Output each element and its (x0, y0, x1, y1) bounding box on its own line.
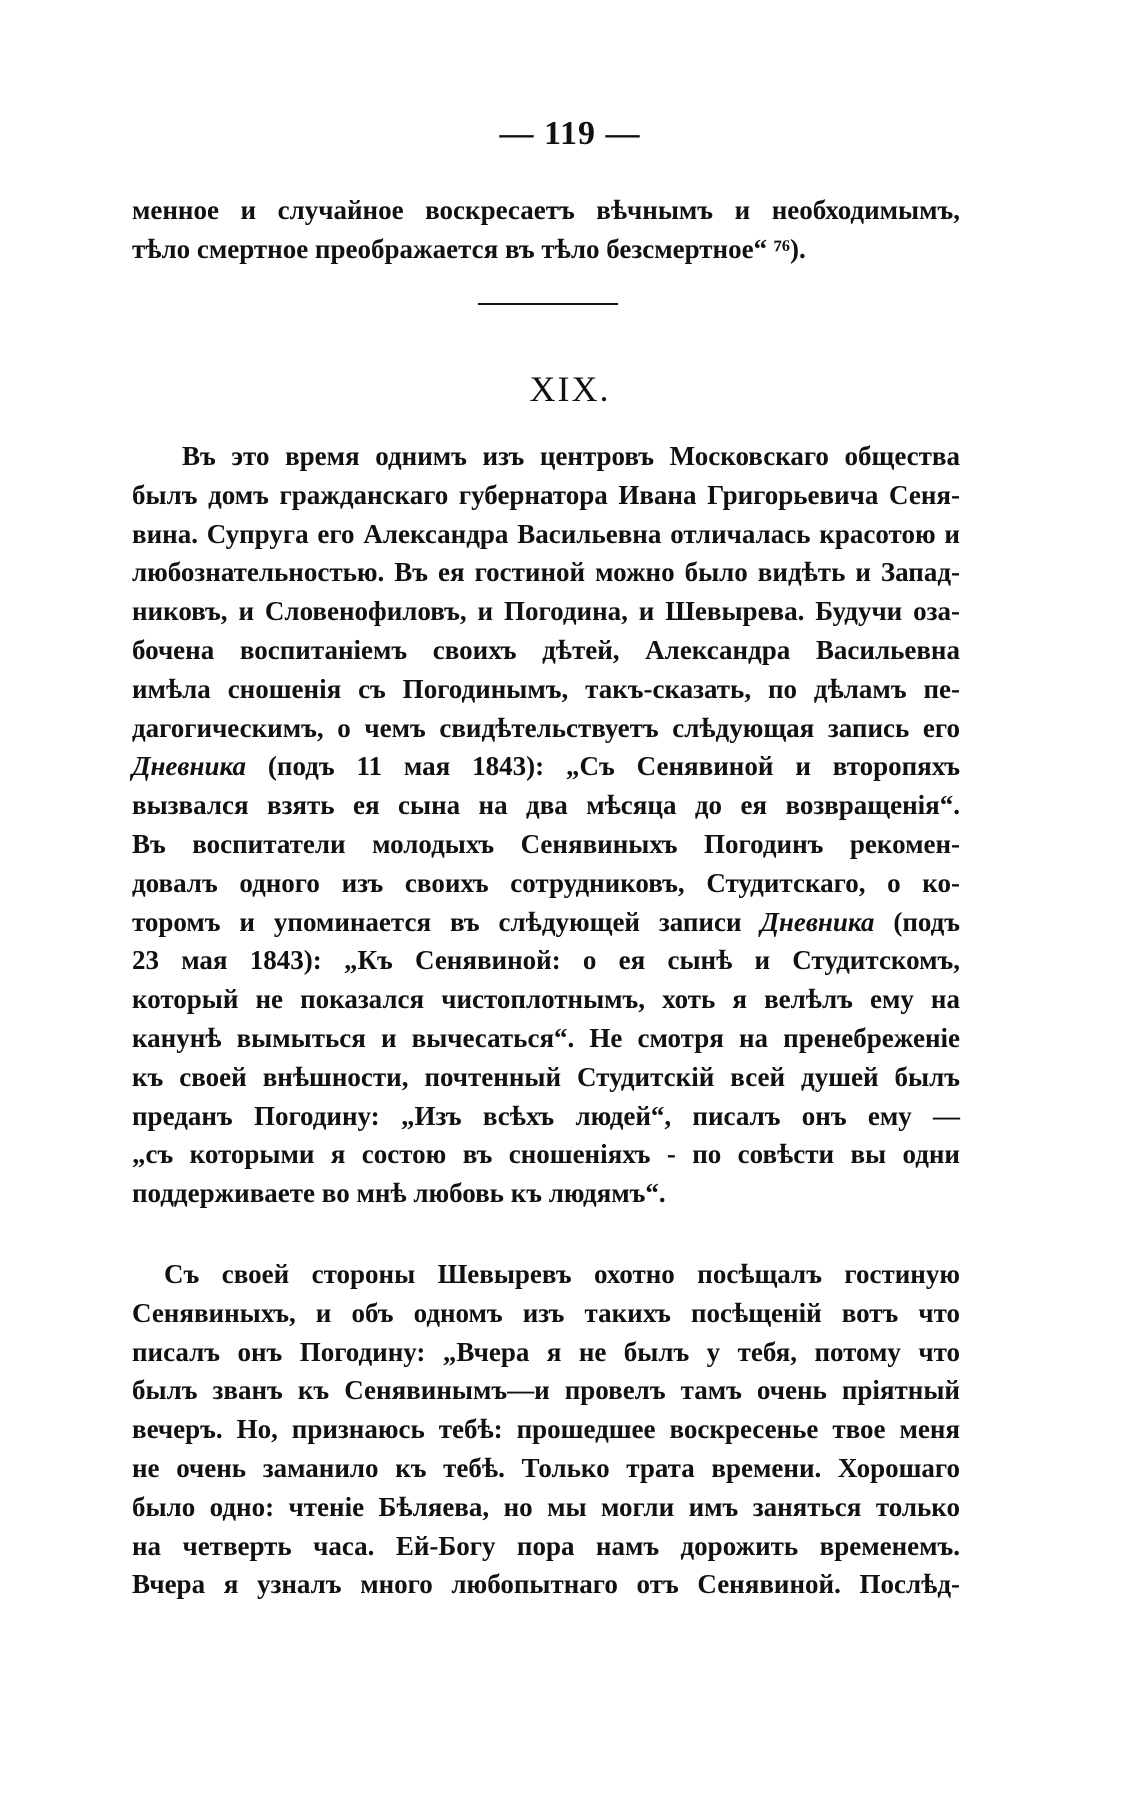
text-line: имѣла сношенія съ Погодинымъ, такъ-сказать, по дѣламъ пе- (132, 673, 960, 704)
text-line: на четверть часа. Ей-Богу пора намъ дорожить временемъ. (132, 1530, 960, 1561)
intro-paragraph (132, 191, 960, 269)
text-line: довалъ одного изъ своихъ сотрудниковъ, Студитскаго, о ко- (132, 867, 960, 898)
text-line: никовъ, и Словенофиловъ, и Погодина, и Шевырева. Будучи оза- (132, 596, 960, 627)
text-line: былъ домъ гражданскаго губернатора Ивана Григорьевича Сеня- (132, 479, 960, 510)
text-line: къ своей внѣшности, почтенный Студитскій всей душей былъ (132, 1061, 960, 1092)
text-line: Въ воспитатели молодыхъ Сенявиныхъ Погодинъ рекомен- (132, 828, 960, 859)
text-line: Съ своей стороны Шевыревъ охотно посѣщалъ гостиную (164, 1259, 960, 1289)
text-line: былъ званъ къ Сенявинымъ—и провелъ тамъ очень пріятный (132, 1375, 960, 1406)
text-line: было одно: чтеніе Бѣляева, но мы могли имъ заняться только (132, 1491, 960, 1522)
paragraph-1 (132, 437, 960, 1213)
text-line: „съ которыми я состою въ сношеніяхъ - по совѣсти вы одни (132, 1139, 960, 1170)
text-line: вечеръ. Но, признаюсь тебѣ: прошедшее воскресенье твое меня (132, 1414, 960, 1445)
chapter-heading: XIX. (529, 369, 611, 409)
text-line: бочена воспитаніемъ своихъ дѣтей, Александра Васильевна (132, 634, 960, 665)
text-line: который не показался чистоплотнымъ, хоть я велѣлъ ему на (132, 984, 960, 1015)
text-line: канунѣ вымыться и вычесаться“. Не смотря на пренебреженіе (132, 1022, 960, 1053)
paragraph-2 (132, 1255, 960, 1604)
page-number: — 119 — (499, 115, 641, 152)
text-line: Вчера я узналъ много любопытнаго отъ Сенявиной. Послѣд- (132, 1569, 960, 1600)
text-line: дагогическимъ, о чемъ свидѣтельствуетъ слѣдующая запись его (132, 712, 960, 743)
text-line: Сенявиныхъ, и объ одномъ изъ такихъ посѣщеній вотъ что (132, 1297, 960, 1328)
text-line: поддерживаете во мнѣ любовь къ людямъ“. (132, 1178, 666, 1209)
text-line: Въ это время однимъ изъ центровъ Московскаго общества (182, 441, 960, 471)
text-line: Дневника (подъ 11 мая 1843): „Съ Сенявиной и второпяхъ (132, 751, 960, 782)
text-line: тѣло смертное преображается въ тѣло безсмертное“ ⁷⁶). (132, 233, 806, 264)
text-line: вина. Супруга его Александра Васильевна отличалась красотою и (132, 518, 960, 549)
text-line: 23 мая 1843): „Къ Сенявиной: о ея сынѣ и Студитскомъ, (132, 945, 960, 976)
text-line: вызвался взять ея сына на два мѣсяца до ея возвращенія“. (132, 790, 960, 821)
section-divider (478, 303, 618, 305)
italic-title: Дневника (760, 906, 875, 937)
text-line: торомъ и упоминается въ слѣдующей записи Дневника (подъ (132, 906, 960, 937)
text-line: преданъ Погодину: „Изъ всѣхъ людей“, писалъ онъ ему — (132, 1100, 960, 1131)
text-line: менное и случайное воскресаетъ вѣчнымъ и необходимымъ, (132, 195, 960, 225)
text-line: любознательностью. Въ ея гостиной можно было видѣть и Запад- (132, 557, 960, 588)
text-line: писалъ онъ Погодину: „Вчера я не былъ у тебя, потому что (132, 1336, 960, 1367)
text-line: не очень заманило къ тебѣ. Только трата времени. Хорошаго (132, 1452, 960, 1483)
italic-title: Дневника (132, 751, 246, 782)
